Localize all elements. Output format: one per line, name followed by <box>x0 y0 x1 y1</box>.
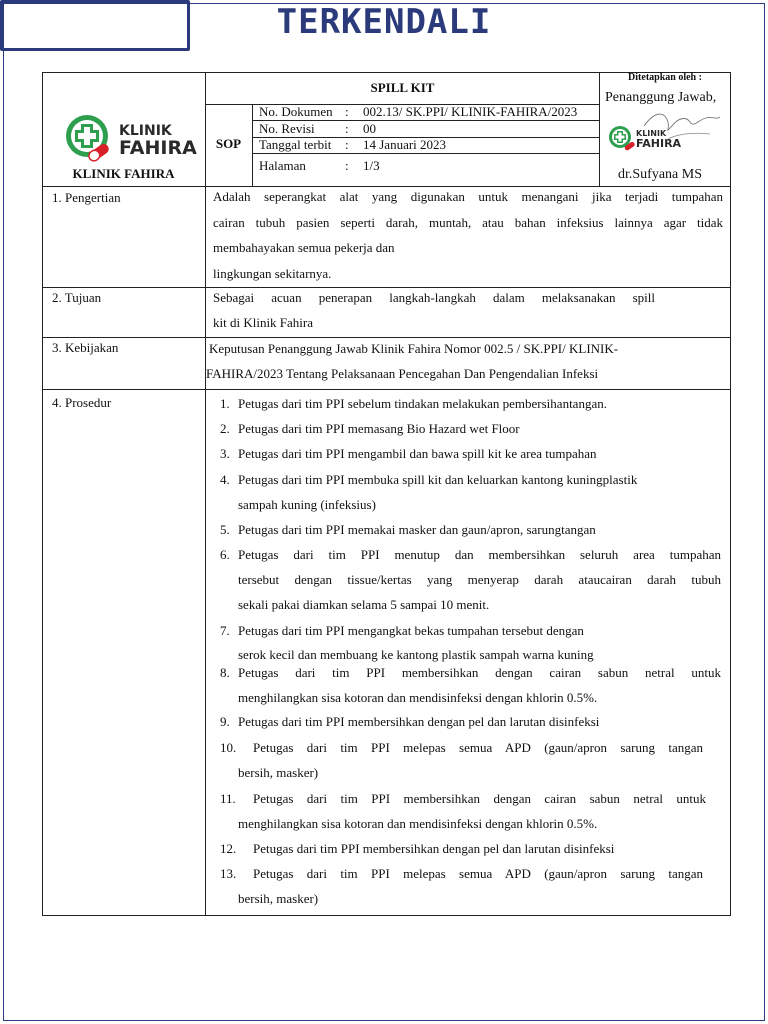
signature-graphic <box>606 108 728 158</box>
step-number: 9. <box>220 714 230 729</box>
kebijakan-line: Keputusan Penanggung Jawab Klinik Fahira Nomor 002.5 / SK.PPI/ KLINIK- <box>209 341 619 356</box>
step-number: 6. <box>220 547 230 562</box>
step-number: 12. <box>220 841 237 856</box>
approval-logo-line1: KLINIK <box>636 129 667 138</box>
issue-date-value: 14 Januari 2023 <box>363 137 447 152</box>
step-number: 2. <box>220 421 230 436</box>
step-line: Petugas dari tim PPI membersihkan dengan pel dan larutan disinfeksi <box>238 714 600 729</box>
doc-number-value: 002.13/ SK.PPI/ KLINIK-FAHIRA/2023 <box>363 104 578 119</box>
approver-name: dr.Sufyana MS <box>618 167 702 182</box>
kebijakan-line: FAHIRA/2023 Tentang Pelaksanaan Pencegahan Dan Pengendalian Infeksi <box>206 366 599 381</box>
pengertian-line: lingkungan sekitarnya. <box>213 266 332 281</box>
approval-role: Penanggung Jawab, <box>605 90 717 105</box>
pengertian-line: cairan tubuh pasien seperti darah, muntah, atau bahan infeksius lainnya agar tidak <box>213 215 723 230</box>
step-number: 13. <box>220 866 237 881</box>
step-line: Petugas dari tim PPI memakai masker dan gaun/apron, sarungtangan <box>238 522 596 537</box>
step-line: Petugas dari tim PPI membersihkan dengan pel dan larutan disinfeksi <box>253 841 615 856</box>
page-label: Halaman <box>259 158 306 173</box>
step-line: Petugas dari tim PPI menutup dan membersihkan seluruh area tumpahan <box>238 547 721 562</box>
doc-number-sep: : <box>345 104 349 119</box>
step-line: sampah kuning (infeksius) <box>238 497 376 512</box>
step-number: 5. <box>220 522 230 537</box>
step-line: Petugas dari tim PPI membersihkan dengan cairan sabun netral untuk <box>253 791 706 806</box>
step-line: serok kecil dan membuang ke kantong plastik sampah warna kuning <box>238 647 594 662</box>
logo-line2: FAHIRA <box>119 137 197 159</box>
stamp-text: TERKENDALI <box>276 2 492 42</box>
revision-value: 00 <box>363 121 376 136</box>
step-number: 3. <box>220 446 230 461</box>
step-line: Petugas dari tim PPI sebelum tindakan melakukan pembersihantangan. <box>238 396 607 411</box>
clinic-name: KLINIK FAHIRA <box>72 166 175 181</box>
pengertian-line: membahayakan semua pekerja dan <box>213 240 395 255</box>
issue-date-label: Tanggal terbit <box>259 137 332 152</box>
step-number: 4. <box>220 472 230 487</box>
step-line: menghilangkan sisa kotoran dan mendisinfeksi dengan khlorin 0.5%. <box>238 816 598 831</box>
revision-sep: : <box>345 121 349 136</box>
step-line: Petugas dari tim PPI mengambil dan bawa spill kit ke area tumpahan <box>238 446 597 461</box>
step-line: sekali pakai diamkan selama 5 sampai 10 menit. <box>238 597 490 612</box>
step-line: Petugas dari tim PPI melepas semua APD (gaun/apron sarung tangan <box>253 740 703 755</box>
issue-date-sep: : <box>345 137 349 152</box>
pengertian-line: Adalah seperangkat alat yang digunakan untuk menangani jika terjadi tumpahan <box>213 189 723 204</box>
approval-logo-signature <box>606 108 728 158</box>
approval-logo-line2: FAHIRA <box>636 137 682 150</box>
pengertian-label: 1. Pengertian <box>52 190 121 205</box>
clinic-logo <box>64 113 204 165</box>
step-line: Petugas dari tim PPI mengangkat bekas tumpahan tersebut dengan <box>238 623 584 638</box>
step-number: 7. <box>220 623 230 638</box>
approval-label: Ditetapkan oleh : <box>628 72 702 83</box>
step-line: menghilangkan sisa kotoran dan mendisinfeksi dengan khlorin 0.5%. <box>238 690 598 705</box>
terkendali-stamp <box>0 0 492 51</box>
sop-label: SOP <box>215 136 242 151</box>
tujuan-line: Sebagai acuan penerapan langkah-langkah dalam melaksanakan spill <box>213 290 655 305</box>
doc-number-label: No. Dokumen <box>259 104 333 119</box>
tujuan-line: kit di Klinik Fahira <box>213 315 314 330</box>
step-number: 10. <box>220 740 237 755</box>
step-number: 8. <box>220 665 230 680</box>
step-line: Petugas dari tim PPI membuka spill kit dan keluarkan kantong kuningplastik <box>238 472 638 487</box>
step-line: Petugas dari tim PPI memasang Bio Hazard wet Floor <box>238 421 520 436</box>
step-line: bersih, masker) <box>238 891 319 906</box>
step-number: 11. <box>220 791 236 806</box>
page-sep: : <box>345 158 349 173</box>
step-line: tersebut dengan tissue/kertas yang menyerap darah ataucairan darah tubuh <box>238 572 721 587</box>
step-line: Petugas dari tim PPI membersihkan dengan cairan sabun netral untuk <box>238 665 721 680</box>
step-number: 1. <box>220 396 230 411</box>
tujuan-label: 2. Tujuan <box>52 290 102 305</box>
step-line: bersih, masker) <box>238 765 319 780</box>
logo-line1: KLINIK <box>119 123 172 139</box>
document-title: SPILL KIT <box>370 80 435 95</box>
clinic-logo-graphic <box>64 113 204 165</box>
kebijakan-label: 3. Kebijakan <box>52 340 119 355</box>
revision-label: No. Revisi <box>259 121 315 136</box>
page-value: 1/3 <box>363 158 380 173</box>
step-line: Petugas dari tim PPI melepas semua APD (gaun/apron sarung tangan <box>253 866 703 881</box>
prosedur-label: 4. Prosedur <box>52 395 112 410</box>
